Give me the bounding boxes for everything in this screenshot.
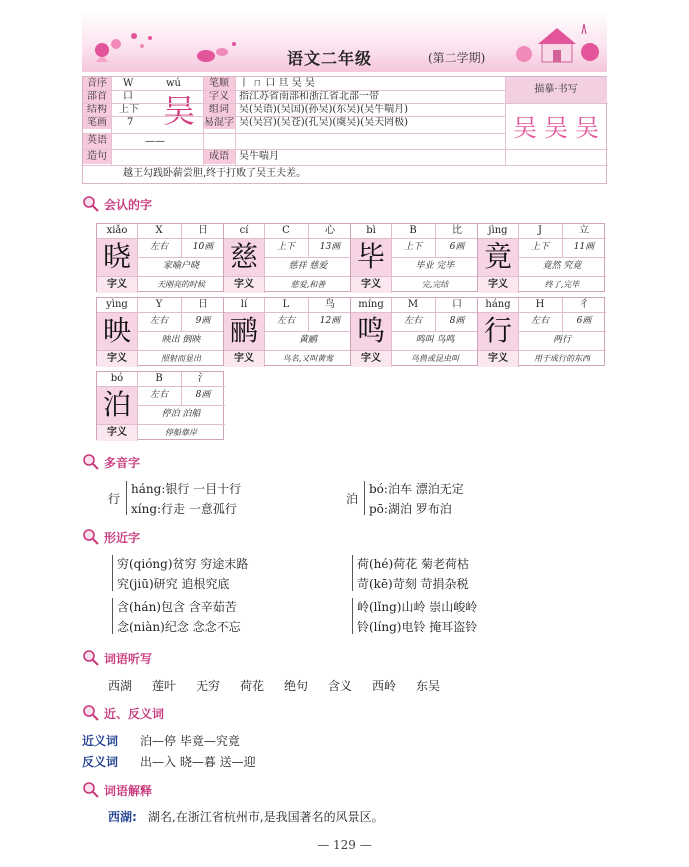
char-card [477, 223, 605, 292]
brace [364, 481, 365, 515]
page-number: — 129 — [317, 838, 372, 852]
card-pinyin: bì [366, 225, 376, 236]
magnifier-icon [82, 704, 100, 722]
section-title: 多音字 [104, 455, 141, 470]
card-character: 慈 [224, 238, 264, 276]
polyphone-bo-2: pō:湖泊 罗布泊 [369, 502, 452, 516]
card-upper-letter: J [537, 225, 542, 236]
card-stroke-count: 6画 [449, 242, 465, 252]
char-card [223, 297, 351, 366]
card-character: 晓 [97, 238, 137, 276]
card-radical: 彳 [579, 299, 589, 310]
divider [518, 257, 606, 258]
card-meaning-label: 字义 [351, 276, 391, 293]
card-upper-letter: L [282, 299, 290, 310]
bishun-value: 丨 ㄇ 口 旦 吴 吴 [239, 78, 315, 89]
card-radical: 日 [198, 299, 208, 310]
divider [518, 331, 606, 332]
divider [97, 424, 225, 425]
label-bishun: 笔顺 [203, 77, 235, 90]
similar-right-3: 岭(lǐng)山岭 崇山峻岭 [357, 600, 478, 614]
card-stroke-count: 13画 [319, 242, 341, 252]
card-upper-letter: M [407, 299, 419, 310]
label-yingyu: 英语 [83, 133, 111, 149]
card-structure: 左右 [149, 242, 168, 252]
card-meaning: 完,完结 [421, 280, 449, 289]
divider [111, 77, 112, 165]
card-stroke-count: 9画 [195, 316, 211, 326]
magnifier-icon [82, 195, 100, 213]
divider [224, 238, 352, 239]
card-stroke-count: 11画 [573, 242, 595, 252]
polyphone-char-hang: 行 [108, 492, 121, 506]
dictation-word: 西岭 [372, 679, 397, 693]
card-pinyin: yìng [106, 299, 128, 310]
section-explain [82, 780, 152, 800]
divider [97, 238, 225, 239]
card-pinyin: bó [110, 373, 124, 384]
divider [264, 257, 352, 258]
dictation-word: 荷花 [240, 679, 265, 693]
divider [351, 350, 479, 351]
divider [505, 77, 506, 165]
divider [562, 298, 563, 331]
divider [137, 224, 138, 293]
dictation-word: 绝句 [284, 679, 309, 693]
polyphone-hang-1: háng:银行 一目十行 [131, 482, 242, 496]
card-structure: 左右 [530, 316, 549, 326]
divider [351, 312, 479, 313]
divider [97, 276, 225, 277]
card-upper-letter: C [282, 225, 290, 236]
card-words: 慈祥 慈爱 [288, 261, 328, 271]
divider [83, 165, 608, 166]
antonym-text: 出—入 晓—暮 送—迎 [140, 755, 256, 769]
character-info-table [82, 76, 607, 184]
practice-char-2: 吴 [544, 114, 568, 142]
card-stroke-count: 10画 [192, 242, 214, 252]
synonym-label: 近义词 [82, 734, 119, 748]
divider [264, 224, 265, 293]
example-sentence: 越王勾践卧薪尝胆,终于打败了吴王夫差。 [123, 168, 307, 179]
similar-right-2: 苛(kē)苛刻 苛捐杂税 [357, 577, 469, 591]
divider [97, 386, 225, 387]
bushou-value: 口 [123, 91, 133, 102]
card-meaning: 停船靠岸 [165, 428, 197, 437]
char-card [223, 223, 351, 292]
divider [83, 149, 608, 150]
card-meaning: 鸟名,又叫黄莺 [282, 354, 334, 363]
divider [97, 350, 225, 351]
section-dictation [82, 648, 152, 668]
dictation-word: 含义 [328, 679, 353, 693]
card-character: 行 [478, 312, 518, 350]
card-character: 毕 [351, 238, 391, 276]
card-words: 毕业 完毕 [415, 261, 455, 271]
dictation-word: 西湖 [108, 679, 133, 693]
main-character: 吴 [162, 92, 195, 130]
similar-right-1: 荷(hé)荷花 菊老荷枯 [357, 557, 470, 571]
card-stroke-count: 8画 [195, 390, 211, 400]
card-structure: 上下 [403, 242, 422, 252]
card-meaning-label: 字义 [97, 350, 137, 367]
divider [137, 331, 225, 332]
card-pinyin: míng [358, 299, 384, 310]
brace [352, 555, 353, 591]
card-upper-letter: B [409, 225, 417, 236]
divider [137, 298, 138, 367]
divider [478, 350, 606, 351]
divider [224, 276, 352, 277]
divider [351, 276, 479, 277]
label-chengyu: 成语 [203, 149, 235, 164]
card-meaning-label: 字义 [224, 276, 264, 293]
label-zuci: 组词 [203, 103, 235, 116]
brace [126, 481, 127, 515]
label-bihua: 笔画 [83, 116, 111, 129]
divider [203, 77, 204, 165]
card-words: 竟然 究竟 [542, 261, 582, 271]
divider [435, 224, 436, 257]
header-banner [82, 10, 607, 72]
jiegou-value: 上下 [119, 104, 139, 115]
section-recognize [82, 194, 152, 214]
card-stroke-count: 6画 [576, 316, 592, 326]
card-meaning: 慈爱,和善 [290, 280, 326, 289]
char-card [96, 223, 224, 292]
card-stroke-count: 12画 [319, 316, 341, 326]
divider [181, 298, 182, 331]
divider [83, 133, 505, 134]
similar-left-4: 念(niàn)纪念 念念不忘 [117, 620, 241, 634]
page-subtitle: (第二学期) [428, 51, 486, 65]
section-polyphone [82, 452, 140, 472]
brace [112, 598, 113, 634]
divider [391, 224, 392, 293]
divider [224, 312, 352, 313]
card-structure: 上下 [276, 242, 295, 252]
card-pinyin: jìng [488, 225, 508, 236]
card-structure: 左右 [149, 316, 168, 326]
divider [181, 224, 182, 257]
char-card [96, 297, 224, 366]
yihunzi-value: 吴(吴宫)(吴苍)(孔吴)(虞吴)(吴天罔极) [239, 117, 409, 128]
section-title: 词语听写 [104, 651, 153, 666]
card-meaning: 天刚亮的时候 [157, 280, 205, 289]
brace [352, 598, 353, 634]
bihua-value: 7 [127, 117, 134, 128]
divider [435, 298, 436, 331]
ziyi-value: 指江苏省南部和浙江省北部一带 [239, 91, 379, 102]
divider [224, 350, 352, 351]
card-character: 映 [97, 312, 137, 350]
card-meaning: 用于成行的东西 [534, 354, 590, 363]
divider [391, 257, 479, 258]
magnifier-icon [82, 781, 100, 799]
card-structure: 左右 [403, 316, 422, 326]
label-yinxu: 音序 [83, 77, 111, 90]
section-synonym [82, 703, 164, 723]
dictation-word: 无穷 [196, 679, 221, 693]
card-meaning-label: 字义 [224, 350, 264, 367]
card-structure: 上下 [530, 242, 549, 252]
section-title: 词语解释 [104, 783, 153, 798]
divider [391, 298, 392, 367]
card-pinyin: háng [485, 299, 511, 310]
section-title: 会认的字 [104, 197, 153, 212]
card-meaning-label: 字义 [478, 276, 518, 293]
section-title: 形近字 [104, 530, 141, 545]
divider [137, 405, 225, 406]
divider [518, 224, 519, 293]
divider [83, 90, 505, 91]
magnifier-icon [82, 453, 100, 471]
divider [391, 331, 479, 332]
practice-char-1: 吴 [513, 114, 537, 142]
explain-text: 湖名,在浙江省杭州市,是我国著名的风景区。 [148, 810, 384, 824]
card-meaning: 照射而显出 [161, 354, 201, 363]
divider [308, 224, 309, 257]
divider [518, 298, 519, 367]
divider [264, 331, 352, 332]
similar-left-2: 究(jiū)研究 追根究底 [117, 577, 230, 591]
card-character: 竟 [478, 238, 518, 276]
section-title: 近、反义词 [104, 706, 165, 721]
card-pinyin: lí [240, 299, 248, 310]
card-words: 停泊 泊船 [161, 409, 201, 419]
similar-right-4: 铃(líng)电铃 掩耳盗铃 [357, 620, 478, 634]
flower-decoration-icon [90, 24, 160, 64]
label-yihunzi: 易混字 [204, 117, 234, 128]
card-upper-letter: B [155, 373, 163, 384]
card-radical: 心 [325, 225, 335, 236]
char-card [96, 371, 224, 440]
card-meaning-label: 字义 [97, 424, 137, 441]
card-upper-letter: X [155, 225, 163, 236]
explain-term: 西湖: [108, 810, 137, 824]
practice-char-3: 吴 [575, 114, 599, 142]
dictation-word: 东吴 [416, 679, 441, 693]
pinyin-value: wú [166, 78, 181, 89]
similar-left-3: 含(hán)包含 含辛茹苦 [117, 600, 237, 614]
card-stroke-count: 8画 [449, 316, 465, 326]
card-upper-letter: Y [155, 299, 163, 310]
card-meaning-label: 字义 [351, 350, 391, 367]
card-meaning-label: 字义 [478, 350, 518, 367]
yingyu-value: —— [145, 136, 165, 147]
card-words: 家喻户晓 [162, 261, 199, 271]
dictation-word: 莲叶 [152, 679, 177, 693]
zuci-value: 吴(吴语)(吴国)(孙吴)(东吴)(吴牛喘月) [239, 104, 409, 115]
divider [562, 224, 563, 257]
polyphone-char-bo: 泊 [346, 492, 359, 506]
card-radical: 立 [579, 225, 589, 236]
card-meaning: 鸟兽或昆虫叫 [411, 354, 459, 363]
brace [112, 555, 113, 591]
divider [137, 372, 138, 441]
divider [235, 77, 236, 165]
divider [478, 312, 606, 313]
char-card [350, 223, 478, 292]
card-words: 鸣叫 鸟鸣 [415, 335, 455, 345]
divider [308, 298, 309, 331]
card-radical: 鸟 [325, 299, 335, 310]
card-words: 映出 倒映 [161, 335, 201, 345]
card-pinyin: cí [239, 225, 249, 236]
practice-label: 描摹·书写 [505, 77, 607, 103]
label-jushi: 造句 [83, 149, 111, 164]
synonym-text: 泊—停 毕竟—究竟 [140, 734, 240, 748]
label-bushou: 部首 [83, 90, 111, 103]
yinxu-value: W [123, 78, 134, 89]
card-character: 泊 [97, 386, 137, 424]
magnifier-icon [82, 528, 100, 546]
card-character: 鸣 [351, 312, 391, 350]
page-title: 语文二年级 [287, 49, 373, 68]
char-card [350, 297, 478, 366]
card-radical: 日 [198, 225, 208, 236]
card-radical: 比 [452, 225, 462, 236]
magnifier-icon [82, 649, 100, 667]
card-words: 两行 [552, 335, 571, 345]
card-words: 黄鹂 [298, 335, 317, 345]
divider [97, 312, 225, 313]
card-character: 鹂 [224, 312, 264, 350]
divider [264, 298, 265, 367]
flower-decoration-icon [192, 34, 242, 68]
polyphone-hang-2: xíng:行走 一意孤行 [131, 502, 237, 516]
char-card [477, 297, 605, 366]
divider [181, 372, 182, 405]
card-structure: 左右 [149, 390, 168, 400]
card-meaning-label: 字义 [97, 276, 137, 293]
polyphone-bo-1: bó:泊车 漂泊无定 [369, 482, 464, 496]
divider [351, 238, 479, 239]
chengyu-value: 吴牛喘月 [239, 151, 279, 162]
divider [478, 276, 606, 277]
card-pinyin: xiǎo [106, 225, 128, 236]
section-similar [82, 527, 140, 547]
card-radical: 口 [452, 299, 462, 310]
divider [137, 257, 225, 258]
divider [478, 238, 606, 239]
divider [83, 103, 608, 104]
card-structure: 左右 [276, 316, 295, 326]
divider [83, 116, 505, 117]
house-decoration-icon [512, 14, 602, 70]
label-jiegou: 结构 [83, 103, 111, 116]
similar-left-1: 穷(qióng)贫穷 穷途末路 [117, 557, 249, 571]
card-meaning: 终了,完毕 [544, 280, 580, 289]
label-ziyi: 字义 [203, 90, 235, 103]
card-radical: 氵 [198, 373, 208, 384]
antonym-label: 反义词 [82, 755, 119, 769]
card-upper-letter: H [535, 299, 545, 310]
